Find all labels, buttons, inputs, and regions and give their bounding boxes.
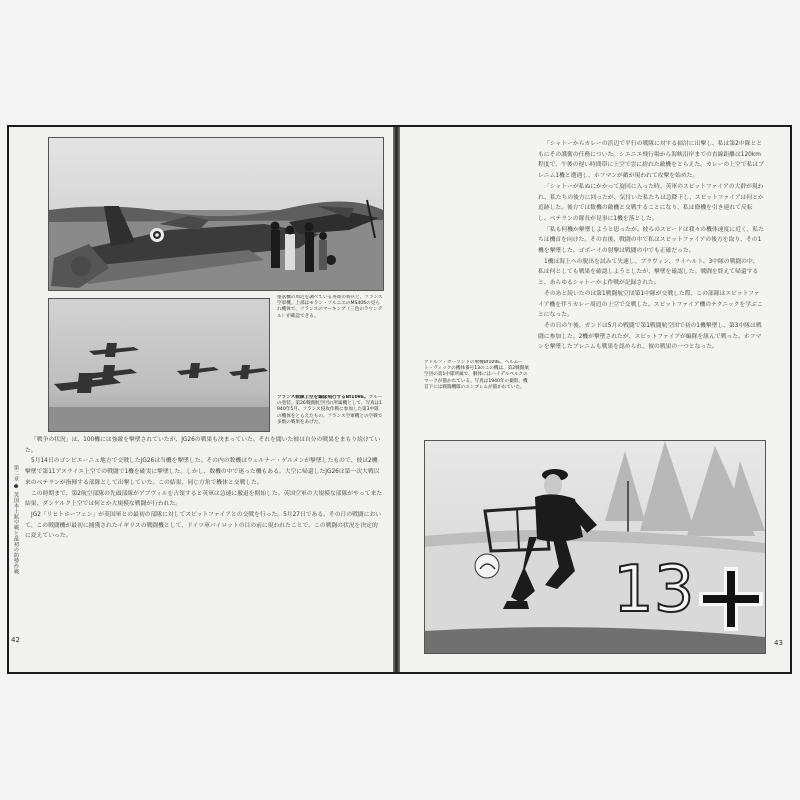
right-paragraph: そのあと続いたのは第1戦闘航空団第1中隊が交戦した際、この部隊はスピットファイア機を伴うカレー周辺の上空で交戦した。スピットファイア機のテクニックを学ぶことになった。 [538, 290, 763, 319]
right-paragraph: 1機は海上への脱出を試みて失速し、ブラヴィン、ライヘルト、3中隊の戦闘の中、私は何としても戦果を確認しようとしたが、撃墜を確認した。戦闘を終えて帰還すると、あらゆるシャトーかよ作戦が記録された。 [538, 258, 759, 287]
left-page-number: 42 [11, 636, 20, 644]
right-paragraph: 「私も何機か撃墜しようと思ったが、彼らのスピードは我々の機体速度に近く、私たちは機首を向けた。その直後、戦闘の中で私はスピットファイアの後方を取り、その1機を撃墜した。ゴボーイの射撃は戦闘の中でも正確だった。 [538, 226, 764, 255]
photo-formation-flight-image [49, 299, 269, 431]
left-paragraph: 5月14日のゴンピエーニュ地方で交戦したJG26は当機を撃墜した。その内の数機はウェルナー・ゲルメンが撃墜したもので、彼は2機撃墜で第11アスライエ上空での戦闘で1機を確実に撃墜した。しかし、数機の中で迷った機もある。大空に帰還したJG26は第一次大戦以来のべテランが指揮する部隊として出撃していた。この結果、同じ方角で機体と交戦した。 [25, 458, 380, 486]
aircraft-number: 13 [613, 553, 695, 627]
left-paragraph: JG2「リヒトホーフェン」が英国軍との最初の部隊に対してスピットファイアとの交戦を行った。5月27日である。その日の戦闘において、この戦闘機が最初に捕獲されたイギリスの戦闘機として、ドイツ軍パイロットの目の前に現われたことで、この戦闘の状況を決定的に変えていった。 [25, 511, 382, 540]
chapter-side-title: 第二章 ● 英国本土航空戦と最初の防勢作戦 [13, 465, 19, 575]
photo1-caption: 墜落機の周辺を調べている英軍の将兵と、フランス空軍機。上部はモラン・ソルニエのMS406の見られ機体で、フランスのマーキング（三色のラウンデル）が確認できる。 [277, 295, 383, 319]
left-paragraph: この時期まで、第2航空部隊の先頭部隊がアブヴィルを占領すると英軍は急速に撤退を開始した。英国空軍の大規模な部隊がやって来た結果、ダンケルク上空では何とか大規模な戦闘が行われた。 [25, 490, 383, 508]
photo3-caption: アドルフ・ガーランドの乗機Bf109E。ヘルムート・ヴィックの機体番号13のこの機は、第2戦闘航空団の第1中隊所属で、胴体にはハイデルベルクのマークが描かれている。写真は1940年の撮影、機首下には戦闘機隊のエンブレムが描かれていた。 [424, 360, 529, 390]
right-page-number: 43 [774, 639, 783, 647]
right-paragraph: 「シャトーが私ぬにかかって旋回に入った時、英軍のスピットファイアの大群が現われ、私たちの後方に回ったが、気付いた私たちは急降下し、スピットファイアは何とか追跡した。後方では数機の敵機と交戦することになり、私は僚機を引き連れて反転し、ベテランの隊長が見事に1機を落とした。 [538, 183, 764, 222]
photo2-caption-lead: フランス戦線上空を編隊飛行するBf109E。 [277, 395, 369, 400]
photo-formation-flight [48, 298, 270, 432]
photo-aircraft-wreck-image [49, 138, 383, 290]
photo2-caption-body: ブルーの塗装。第26戦闘航空団の所属機として、写真は1940年5月、フランス侵攻作戦に参加した第3中隊の機体をとらえたもの。フランス空軍機との空戦で多数の戦果をあげた。 [277, 395, 383, 425]
photo2-caption [277, 395, 383, 437]
photo-aircraft-wreck [48, 137, 384, 291]
left-paragraph: 「戦争の状況」は、100機には強敵を撃墜されていたが、JG26の戦果も決まっていた。それを聞いた彼は自分の戦果をまもり続けていた。 [25, 437, 381, 454]
photo-pilot-on-aircraft-image [425, 441, 765, 653]
right-body-text [538, 139, 764, 437]
left-body-text [25, 435, 383, 653]
right-paragraph: 「シャトーからカレーの浜辺で平行の戦隊に対する掃討に出撃し、私は第2中隊とともにその護衛の任務についた。シエニエ飛行場から海峡沿岸までの直線距離は120km程度で、午後の遅い時間帯に上空で雲に紛れた敵機をとらえた。カレーの上空で私はブレニム1機と遭遇し、ホフマンが敵が現われて攻撃を始めた。 [538, 141, 764, 180]
book-gutter [393, 127, 400, 672]
right-paragraph: その日の午後、ガンドは5月の戦闘で第1戦闘航空団で初の1機撃墜し、第3中隊は戦闘に参加した。2機が撃墜されたが、スピットファイアが編隊を組んで戦った。ホフマンを撃墜したブレニムも戦果を認められ、彼の戦果の一つとなった。 [538, 322, 762, 351]
photo-pilot-on-aircraft [424, 440, 766, 654]
